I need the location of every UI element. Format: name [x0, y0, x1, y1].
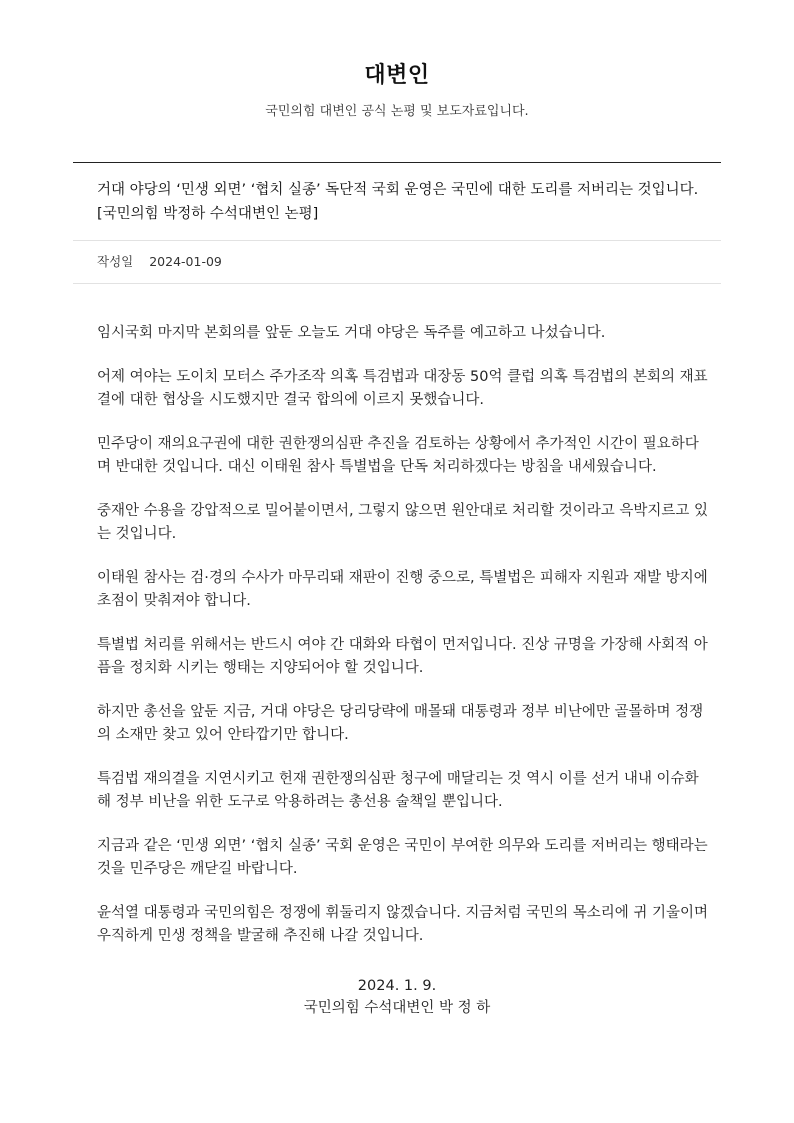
paragraph [97, 366, 708, 412]
paragraph-line: 며 반대한 것입니다. 대신 이태원 참사 특별법을 단독 처리하겠다는 방침을 내세웠습니다. [97, 459, 657, 475]
signature-author: 국민의힘 수석대변인 박 정 하 [303, 1000, 491, 1016]
paragraph-line: 임시국회 마지막 본회의를 앞둔 오늘도 거대 야당은 독주를 예고하고 나섰습니다. [97, 325, 606, 341]
article-title-line: [국민의힘 박정하 수석대변인 논평] [97, 206, 319, 222]
paragraph [97, 322, 701, 345]
header-divider [73, 162, 721, 163]
paragraph-line: 결에 대한 협상을 시도했지만 결국 합의에 이르지 못했습니다. [97, 392, 485, 408]
signature-block [0, 975, 794, 1019]
paragraph-line: 해 정부 비난을 위한 도구로 악용하려는 총선용 술책일 뿐입니다. [97, 794, 503, 810]
paragraph [97, 768, 701, 814]
paragraph [97, 835, 708, 881]
signature-date: 2024. 1. 9. [357, 978, 437, 994]
paragraph [97, 701, 704, 747]
date-value: 2024-01-09 [149, 254, 222, 269]
paragraph-line: 것을 민주당은 깨닫길 바랍니다. [97, 861, 298, 877]
paragraph [97, 567, 708, 613]
article-body [97, 322, 708, 969]
paragraph-line: 하지만 총선을 앞둔 지금, 거대 야당은 당리당략에 매몰돼 대통령과 정부 비난에만 골몰하며 정쟁 [97, 704, 704, 720]
date-label: 작성일 [97, 254, 134, 269]
paragraph-line: 픔을 정치화 시키는 행태는 지양되어야 할 것입니다. [97, 660, 424, 676]
article-title-line: 거대 야당의 ‘민생 외면’ ‘협치 실종’ 독단적 국회 운영은 국민에 대한 도리를 저버리는 것입니다. [97, 182, 699, 198]
paragraph [97, 500, 708, 546]
title-divider [73, 240, 721, 241]
paragraph-line: 초점이 맞춰져야 합니다. [97, 593, 251, 609]
page-subtitle: 국민의힘 대변인 공식 논평 및 보도자료입니다. [265, 104, 529, 119]
paragraph-line: 윤석열 대통령과 국민의힘은 정쟁에 휘둘리지 않겠습니다. 지금처럼 국민의 목소리에 귀 기울이며 [97, 905, 708, 921]
paragraph-line: 지금과 같은 ‘민생 외면’ ‘협치 실종’ 국회 운영은 국민이 부여한 의무와 도리를 저버리는 행태라는 [97, 838, 708, 854]
paragraph [97, 902, 708, 948]
paragraph-line: 민주당이 재의요구권에 대한 권한쟁의심판 추진을 검토하는 상황에서 추가적인 시간이 필요하다 [97, 436, 699, 452]
article-title [97, 178, 717, 226]
meta-divider [73, 283, 721, 284]
paragraph [97, 433, 701, 479]
paragraph-line: 어제 여야는 도이치 모터스 주가조작 의혹 특검법과 대장동 50억 클럽 의혹 특검법의 본회의 재표 [97, 369, 708, 385]
paragraph-line: 특검법 재의결을 지연시키고 헌재 권한쟁의심판 청구에 매달리는 것 역시 이를 선거 내내 이슈화 [97, 771, 699, 787]
paragraph-line: 특별법 처리를 위해서는 반드시 여야 간 대화와 타협이 먼저입니다. 진상 규명을 가장해 사회적 아 [97, 637, 708, 653]
paragraph-line: 우직하게 민생 정책을 발굴해 추진해 나갈 것입니다. [97, 928, 424, 944]
page-title: 대변인 [364, 63, 430, 88]
article-meta [97, 252, 222, 272]
paragraph-line: 중재안 수용을 강압적으로 밀어붙이면서, 그렇지 않으면 원안대로 처리할 것이라고 윽박지르고 있 [97, 503, 708, 519]
paragraph-line: 이태원 참사는 검·경의 수사가 마무리돼 재판이 진행 중으로, 특별법은 피해자 지원과 재발 방지에 [97, 570, 708, 586]
paragraph [97, 634, 708, 680]
paragraph-line: 의 소재만 찾고 있어 안타깝기만 합니다. [97, 727, 349, 743]
paragraph-line: 는 것입니다. [97, 526, 177, 542]
